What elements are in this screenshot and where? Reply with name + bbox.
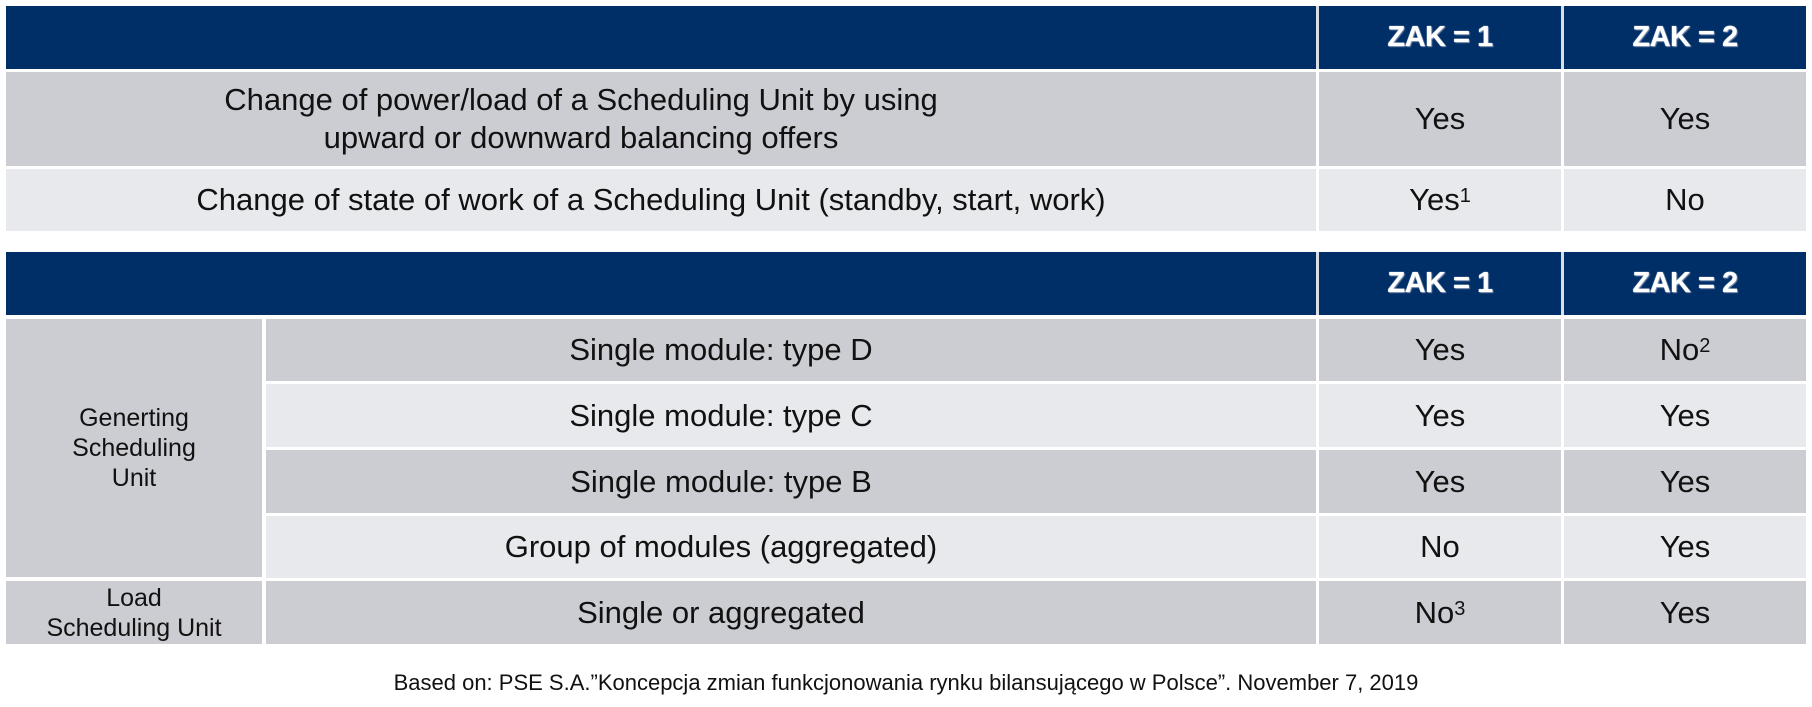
table-row [266,516,1806,578]
load-unit-group: Load Scheduling Unit [6,581,262,644]
generating-unit-group: Generting Scheduling Unit [6,319,262,577]
row-label: Change of power/load of a Scheduling Unit by using upward or downward balancing offers [224,82,938,155]
header-zak1: ZAK = 1 [1316,252,1561,315]
zak1-value: Yes [1316,450,1561,513]
zak2-value: Yes [1561,516,1806,578]
table-balancing-actions [6,6,1806,226]
row-label: Single module: type C [266,384,1316,447]
row-label: Single or aggregated [266,581,1316,644]
zak1-value: Yes [1316,319,1561,381]
row-label: Single module: type D [266,319,1316,381]
table-row [266,450,1806,513]
table-header [6,6,1806,69]
table-scheduling-units [6,252,1806,644]
table-row [6,169,1806,231]
table-row [266,384,1806,447]
zak1-value: Yes $^1$ [1316,169,1561,231]
row-label: Change of state of work of a Scheduling Unit (standby, start, work) [196,182,1106,217]
row-label: Single module: type B [266,450,1316,513]
zak1-value: Yes [1316,72,1561,166]
header-blank [6,6,1316,69]
zak2-value: Yes [1561,384,1806,447]
zak2-value: No [1561,169,1806,231]
zak1-value: No [1316,516,1561,578]
table-row [6,72,1806,166]
header-blank [6,252,1316,315]
table-row [266,581,1806,644]
header-zak2: ZAK = 2 [1561,6,1806,69]
zak1-value: Yes [1316,384,1561,447]
zak2-value: Yes [1561,450,1806,513]
header-zak2: ZAK = 2 [1561,252,1806,315]
zak2-value: Yes [1561,72,1806,166]
zak2-value: Yes [1561,581,1806,644]
row-label: Group of modules (aggregated) [266,516,1316,578]
source-footnote: Based on: PSE S.A.”Koncepcja zmian funkcjonowania rynku bilansującego w Polsce”. November 7, 2019 [393,670,1419,695]
zak1-value: No $^3$ [1316,581,1561,644]
table-header [6,252,1806,315]
header-zak1: ZAK = 1 [1316,6,1561,69]
table-row [266,319,1806,381]
zak2-value: No $^2$ [1561,319,1806,381]
